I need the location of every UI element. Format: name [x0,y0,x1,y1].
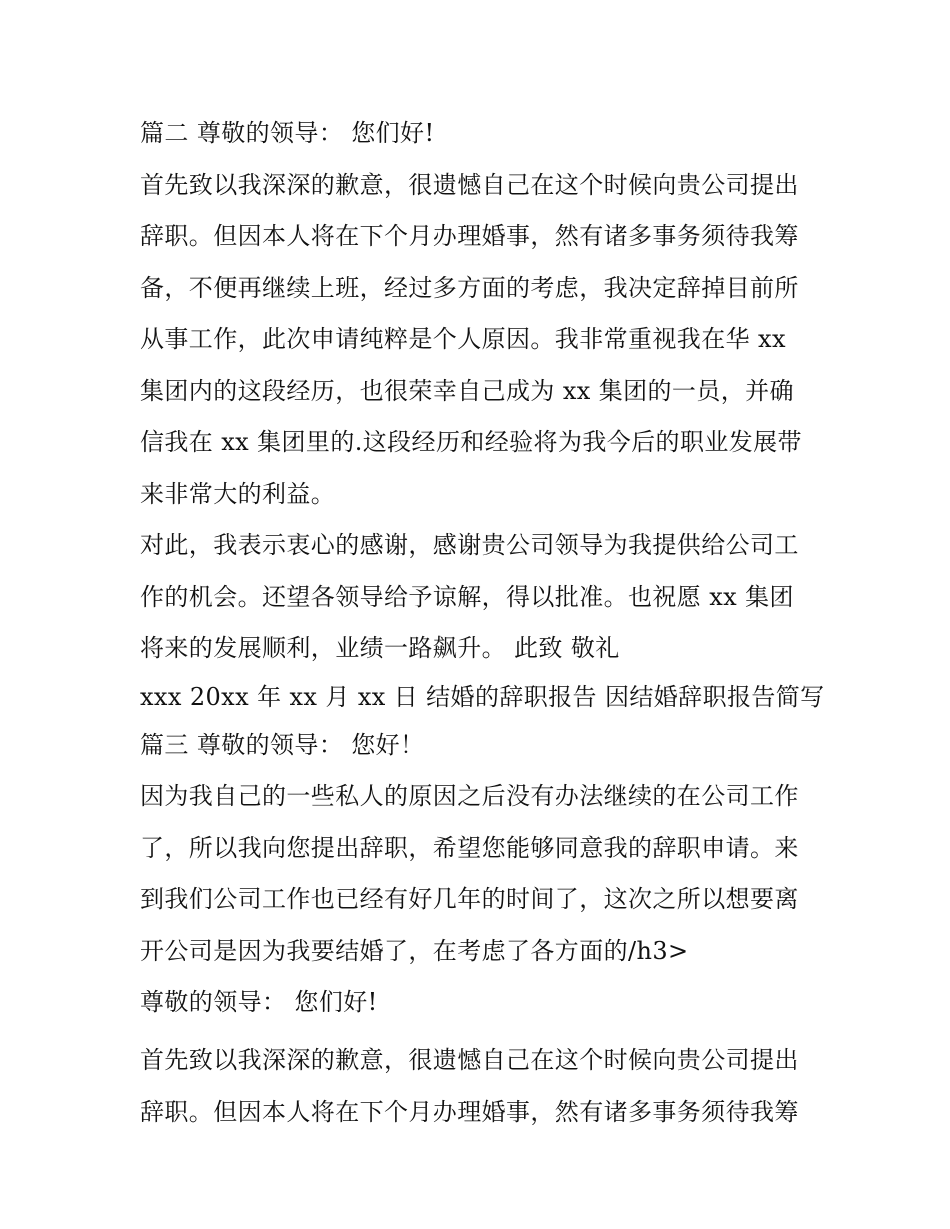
text-line: 信我在 xx 集团里的.这段经历和经验将为我今后的职业发展带 [140,428,802,456]
text-line: 开公司是因为我要结婚了，在考虑了各方面的/h3> [140,936,689,965]
text-line: 将来的发展顺利，业绩一路飙升。 此致 敬礼 [140,634,620,662]
text-line: 篇三 尊敬的领导： 您好！ [140,730,425,759]
text-line: 集团内的这段经历，也很荣幸自己成为 xx 集团的一员，并确 [140,376,794,405]
text-line: 备，不便再继续上班，经过多方面的考虑，我决定辞掉目前所 [140,273,799,302]
document-body [140,108,840,1138]
text-line: xxx 20xx 年 xx 月 xx 日 结婚的辞职报告 因结婚辞职报告简写 [140,682,825,711]
text-line: 首先致以我深深的歉意，很遗憾自己在这个时候向贵公司提出 [140,1046,799,1074]
text-line: 来非常大的利益。 [140,479,336,508]
text-line: 尊敬的领导： 您们好! [140,988,378,1016]
text-line: 对此，我表示衷心的感谢，感谢贵公司领导为我提供给公司工 [140,531,799,559]
text-line: 从事工作，此次申请纯粹是个人原因。我非常重视我在华 xx [140,325,786,353]
text-line: 了，所以我向您提出辞职，希望您能够同意我的辞职申请。来 [140,833,799,862]
text-line: 首先致以我深深的歉意，很遗憾自己在这个时候向贵公司提出 [140,170,799,199]
text-line: 辞职。但因本人将在下个月办理婚事，然有诸多事务须待我筹 [140,222,799,250]
text-line: 篇二 尊敬的领导： 您们好! [140,119,435,147]
text-line: 辞职。但因本人将在下个月办理婚事，然有诸多事务须待我筹 [140,1097,799,1126]
text-line: 因为我自己的一些私人的原因之后没有办法继续的在公司工作 [140,782,799,810]
text-line: 到我们公司工作也已经有好几年的时间了，这次之所以想要离 [140,885,799,913]
text-line: 作的机会。还望各领导给予谅解，得以批准。也祝愿 xx 集团 [140,582,794,611]
